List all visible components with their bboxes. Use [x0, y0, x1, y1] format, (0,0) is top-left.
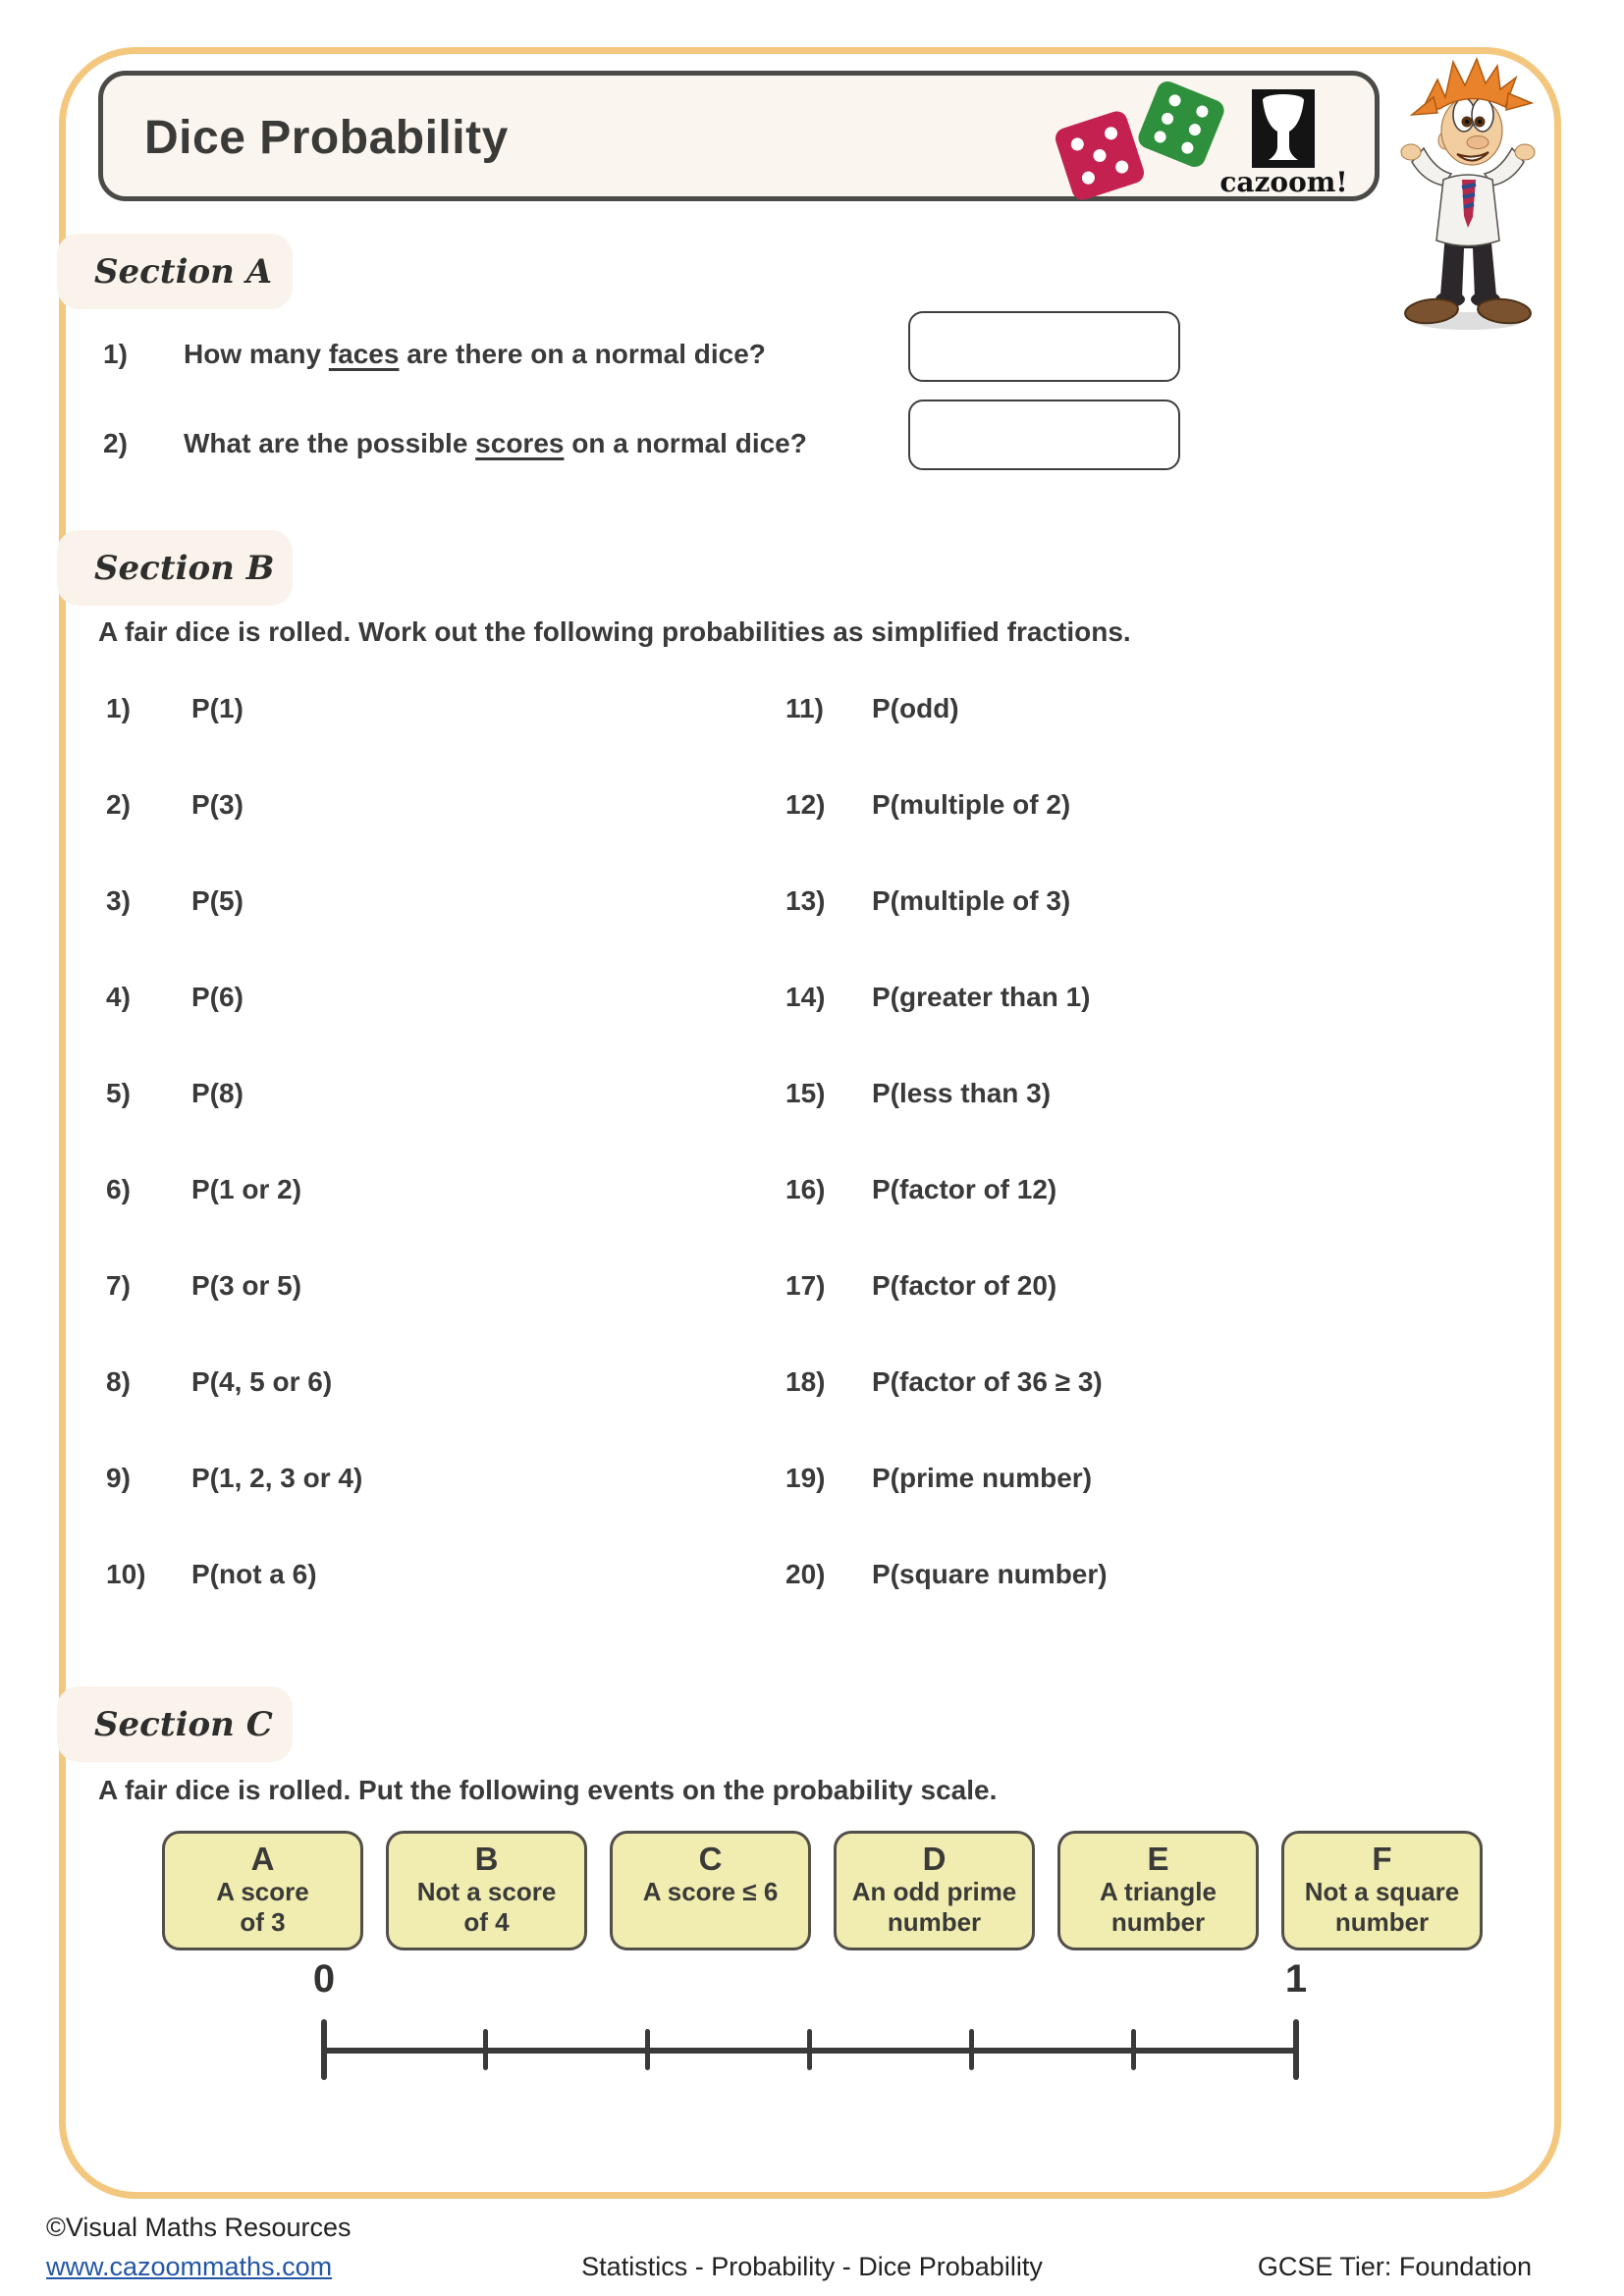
- item-number: 11): [785, 693, 824, 723]
- item-text: P(square number): [872, 1559, 1108, 1589]
- item-text: P(3 or 5): [191, 1270, 302, 1301]
- footer-tier: GCSE Tier: Foundation: [1257, 2252, 1532, 2281]
- event-text: Not a score: [416, 1877, 557, 1907]
- section-a-label: Section A: [57, 234, 293, 309]
- question-2-number: 2): [103, 428, 128, 458]
- item-number: 18): [785, 1366, 826, 1397]
- red-die-icon: [1053, 109, 1147, 203]
- event-letter: B: [474, 1841, 499, 1877]
- item-number: 8): [106, 1366, 131, 1397]
- item-text: P(multiple of 3): [872, 885, 1071, 916]
- item-number: 9): [106, 1463, 131, 1493]
- event-letter: C: [698, 1841, 723, 1877]
- event-text: A score ≤ 6: [642, 1877, 779, 1907]
- title-banner: [98, 71, 1380, 201]
- item-number: 3): [106, 885, 131, 916]
- item-number: 1): [106, 693, 131, 723]
- question-1-number: 1): [103, 339, 128, 369]
- scale-tick: [645, 2029, 650, 2070]
- item-text: P(1 or 2): [191, 1174, 302, 1204]
- item-text: P(odd): [872, 693, 959, 723]
- item-text: P(not a 6): [191, 1559, 317, 1589]
- item-text: P(factor of 36 ≥ 3): [872, 1366, 1103, 1397]
- event-text: number: [1334, 1907, 1430, 1938]
- item-text: P(4, 5 or 6): [191, 1366, 333, 1397]
- scale-max-label: 1: [1284, 1957, 1308, 2001]
- cazoom-logo-icon: [1252, 89, 1315, 168]
- item-number: 17): [785, 1270, 826, 1301]
- page-title: Dice Probability: [144, 112, 509, 164]
- item-text: P(multiple of 2): [872, 789, 1071, 820]
- question-2-text: What are the possible scores on a normal dice?: [184, 428, 807, 458]
- item-number: 12): [785, 789, 826, 820]
- section-b-label: Section B: [57, 530, 293, 606]
- green-die-icon: [1135, 79, 1227, 171]
- item-text: P(8): [191, 1078, 244, 1108]
- scale-tick: [321, 2019, 327, 2080]
- answer-box-question-1[interactable]: [908, 311, 1180, 382]
- event-card-c[interactable]: [610, 1831, 811, 1950]
- mascot-character: [1394, 54, 1542, 339]
- event-text: number: [887, 1907, 982, 1938]
- event-letter: E: [1147, 1841, 1169, 1877]
- item-text: P(1, 2, 3 or 4): [191, 1463, 363, 1493]
- event-text: of 3: [240, 1907, 286, 1938]
- item-number: 4): [106, 982, 131, 1012]
- item-number: 14): [785, 982, 826, 1012]
- item-text: P(factor of 12): [872, 1174, 1057, 1204]
- scale-min-label: 0: [312, 1957, 336, 2001]
- item-text: P(greater than 1): [872, 982, 1091, 1012]
- item-text: P(6): [191, 982, 244, 1012]
- scale-tick: [483, 2029, 488, 2070]
- question-1-text: How many faces are there on a normal dice?: [184, 339, 766, 369]
- item-number: 5): [106, 1078, 131, 1108]
- event-text: Not a square: [1304, 1877, 1460, 1907]
- section-b-instruction: A fair dice is rolled. Work out the following probabilities as simplified fractions.: [98, 616, 1131, 647]
- item-text: P(less than 3): [872, 1078, 1052, 1108]
- section-c-instruction: A fair dice is rolled. Put the following events on the probability scale.: [98, 1775, 998, 1805]
- event-letter: A: [250, 1841, 275, 1877]
- item-text: P(1): [191, 693, 244, 723]
- event-text: An odd prime: [851, 1877, 1017, 1907]
- event-text: of 4: [463, 1907, 510, 1938]
- event-card-a[interactable]: [162, 1831, 363, 1950]
- item-number: 10): [106, 1559, 146, 1589]
- event-letter: F: [1372, 1841, 1392, 1877]
- scale-tick: [1293, 2019, 1299, 2080]
- item-number: 13): [785, 885, 826, 916]
- scale-tick: [969, 2029, 974, 2070]
- scale-tick: [807, 2029, 812, 2070]
- event-card-b[interactable]: [386, 1831, 587, 1950]
- item-number: 20): [785, 1559, 826, 1589]
- section-c-label: Section C: [57, 1686, 293, 1762]
- footer-website-link[interactable]: www.cazoommaths.com: [46, 2252, 333, 2281]
- event-text: A triangle: [1100, 1877, 1217, 1907]
- item-number: 16): [785, 1174, 826, 1204]
- event-letter: D: [922, 1841, 947, 1877]
- item-number: 7): [106, 1270, 131, 1301]
- item-number: 19): [785, 1463, 826, 1493]
- cazoom-logo-text: cazoom!: [1219, 166, 1348, 198]
- item-text: P(factor of 20): [872, 1270, 1057, 1301]
- event-text: A score: [216, 1877, 309, 1907]
- event-card-e[interactable]: [1057, 1831, 1259, 1950]
- event-card-d[interactable]: [834, 1831, 1035, 1950]
- item-number: 2): [106, 789, 131, 820]
- event-text: number: [1110, 1907, 1206, 1938]
- item-number: 6): [106, 1174, 131, 1204]
- scale-tick: [1131, 2029, 1136, 2070]
- item-number: 15): [785, 1078, 826, 1108]
- item-text: P(5): [191, 885, 244, 916]
- footer-copyright: ©Visual Maths Resources: [46, 2213, 352, 2242]
- item-text: P(prime number): [872, 1463, 1093, 1493]
- item-text: P(3): [191, 789, 244, 820]
- event-card-f[interactable]: [1281, 1831, 1483, 1950]
- answer-box-question-2[interactable]: [908, 400, 1180, 470]
- footer-topic: Statistics - Probability - Dice Probability: [581, 2252, 1043, 2281]
